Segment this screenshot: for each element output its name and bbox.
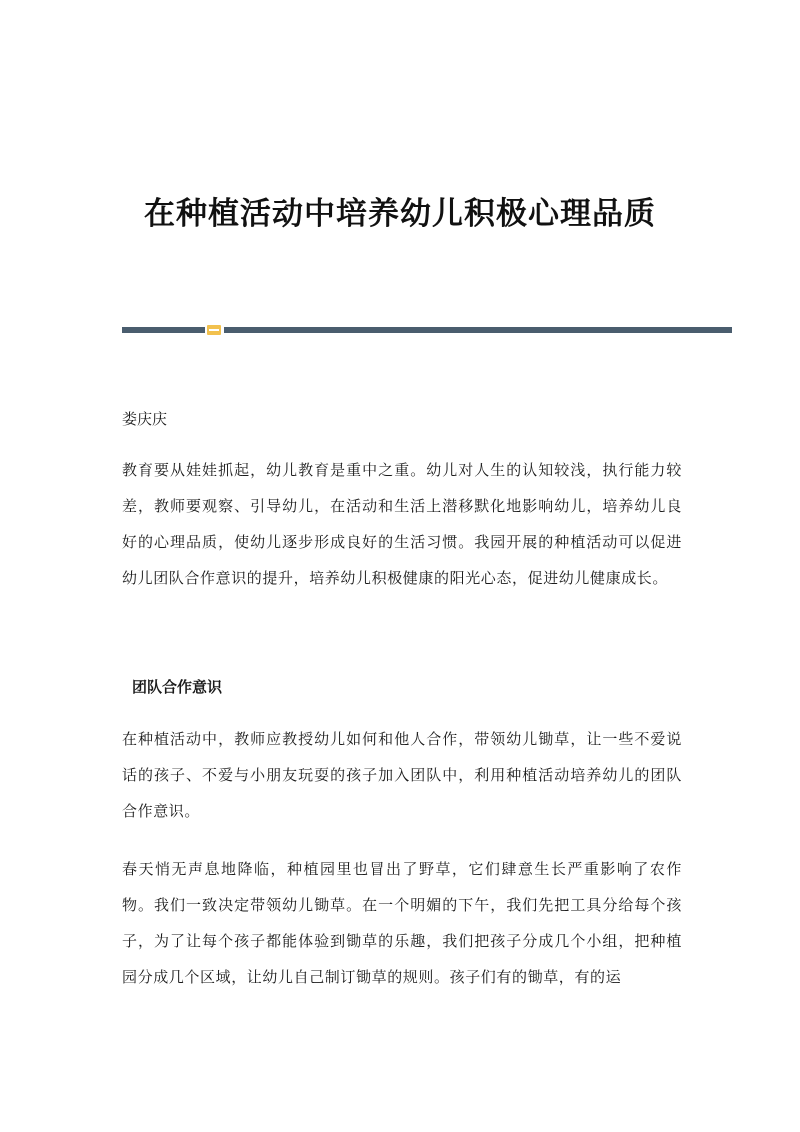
divider-bar-left (122, 327, 205, 333)
title-divider (122, 325, 732, 335)
body-paragraph-2: 春天悄无声息地降临，种植园里也冒出了野草，它们肆意生长严重影响了农作物。我们一致决定带领幼儿锄草。在一个明媚的下午，我们先把工具分给每个孩子，为了让每个孩子都能体验到锄草的乐趣，我们把孩子分成几个小组，把种植园分成几个区域，让幼儿自己制订锄草的规则。孩子们有的锄草，有的运 (122, 860, 682, 986)
divider-bar-right (224, 327, 732, 333)
divider-badge-icon (207, 325, 221, 335)
author-name: 娄庆庆 (122, 410, 168, 428)
intro-paragraph: 教育要从娃娃抓起，幼儿教育是重中之重。幼儿对人生的认知较浅，执行能力较差，教师要观察、引导幼儿，在活动和生活上潜移默化地影响幼儿，培养幼儿良好的心理品质，使幼儿逐步形成良好的生活习惯。我园开展的种植活动可以促进幼儿团队合作意识的提升，培养幼儿积极健康的阳光心态，促进幼儿健康成长。 (122, 461, 682, 587)
page-title: 在种植活动中培养幼儿积极心理品质 (144, 196, 656, 232)
body-paragraph-1: 在种植活动中，教师应教授幼儿如何和他人合作，带领幼儿锄草，让一些不爱说话的孩子、不爱与小朋友玩耍的孩子加入团队中，利用种植活动培养幼儿的团队合作意识。 (122, 730, 682, 820)
section-heading: 团队合作意识 (132, 678, 223, 696)
